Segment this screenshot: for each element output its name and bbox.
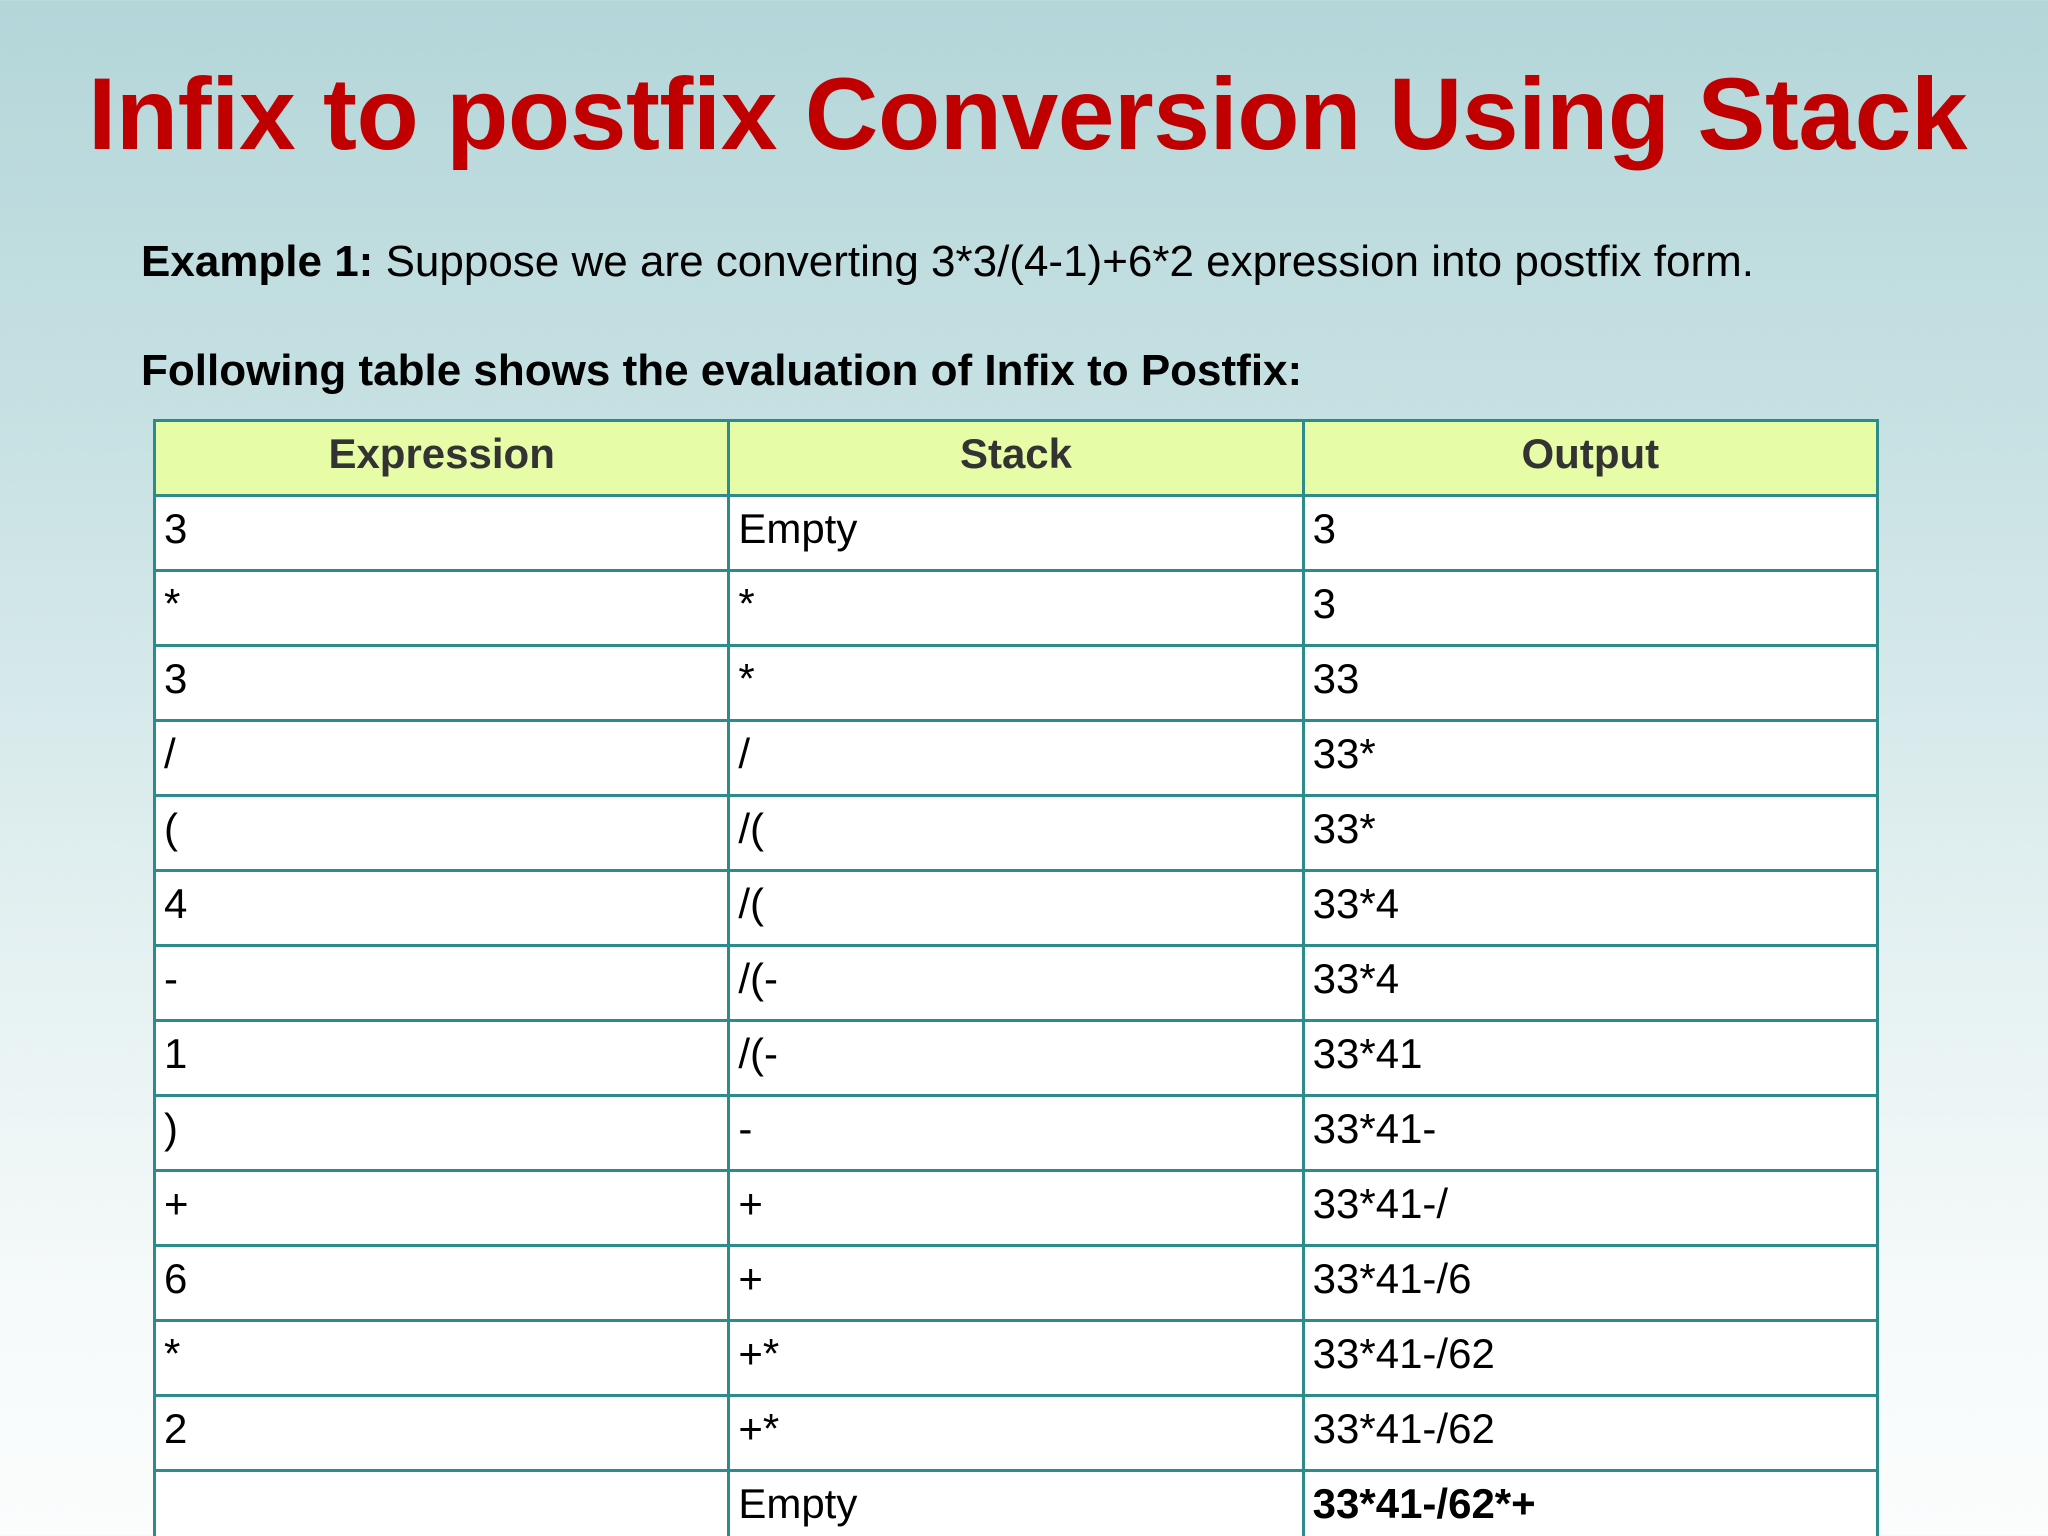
expression-cell: 3 [155,646,729,721]
evaluation-table [153,419,1879,1536]
stack-cell: /(- [729,946,1303,1021]
expression-cell: 1 [155,1021,729,1096]
output-cell: 3 [1303,496,1877,571]
table-row [155,496,1878,571]
output-cell: 33*41-/ [1303,1171,1877,1246]
expression-cell: * [155,1321,729,1396]
example-intro [141,232,1754,292]
stack-cell: Empty [729,496,1303,571]
table-row [155,1096,1878,1171]
stack-cell: + [729,1171,1303,1246]
table-row [155,946,1878,1021]
output-cell: 33*4 [1303,871,1877,946]
table-caption: Following table shows the evaluation of Infix to Postfix: [141,346,1303,395]
example-text: Suppose we are converting 3*3/(4-1)+6*2 expression into postfix form. [373,237,1754,286]
output-cell: 33*4 [1303,946,1877,1021]
output-cell: 33* [1303,721,1877,796]
stack-cell: /(- [729,1021,1303,1096]
column-header-stack: Stack [729,421,1303,496]
output-cell: 33*41-/62 [1303,1396,1877,1471]
stack-cell: Empty [729,1471,1303,1536]
output-cell: 33* [1303,796,1877,871]
table-row [155,721,1878,796]
output-cell: 33*41- [1303,1096,1877,1171]
expression-cell: + [155,1171,729,1246]
table-row [155,646,1878,721]
stack-cell: * [729,646,1303,721]
expression-cell: ( [155,796,729,871]
stack-cell: +* [729,1396,1303,1471]
column-header-expression: Expression [155,421,729,496]
expression-cell: 4 [155,871,729,946]
stack-cell: +* [729,1321,1303,1396]
table-row [155,571,1878,646]
expression-cell: ) [155,1096,729,1171]
stack-cell: / [729,721,1303,796]
table-row [155,796,1878,871]
expression-cell: * [155,571,729,646]
stack-cell: /( [729,796,1303,871]
table-header-row [155,421,1878,496]
table-row [155,1171,1878,1246]
table-row-final [155,1471,1878,1536]
output-cell: 33*41 [1303,1021,1877,1096]
output-cell: 33*41-/6 [1303,1246,1877,1321]
stack-cell: * [729,571,1303,646]
stack-cell: + [729,1246,1303,1321]
final-postfix-output: 33*41-/62*+ [1303,1471,1877,1536]
expression-cell: - [155,946,729,1021]
column-header-output: Output [1303,421,1877,496]
stack-cell: /( [729,871,1303,946]
expression-cell: / [155,721,729,796]
output-cell: 3 [1303,571,1877,646]
table-row [155,871,1878,946]
expression-cell: 2 [155,1396,729,1471]
table-row [155,1396,1878,1471]
output-cell: 33 [1303,646,1877,721]
table-row [155,1321,1878,1396]
output-cell: 33*41-/62 [1303,1321,1877,1396]
table-row [155,1021,1878,1096]
expression-cell: 3 [155,496,729,571]
example-label: Example 1: [141,237,374,286]
slide-title: Infix to postfix Conversion Using Stack [88,57,1968,171]
expression-cell: 6 [155,1246,729,1321]
expression-cell [155,1471,729,1536]
stack-cell: - [729,1096,1303,1171]
table-row [155,1246,1878,1321]
